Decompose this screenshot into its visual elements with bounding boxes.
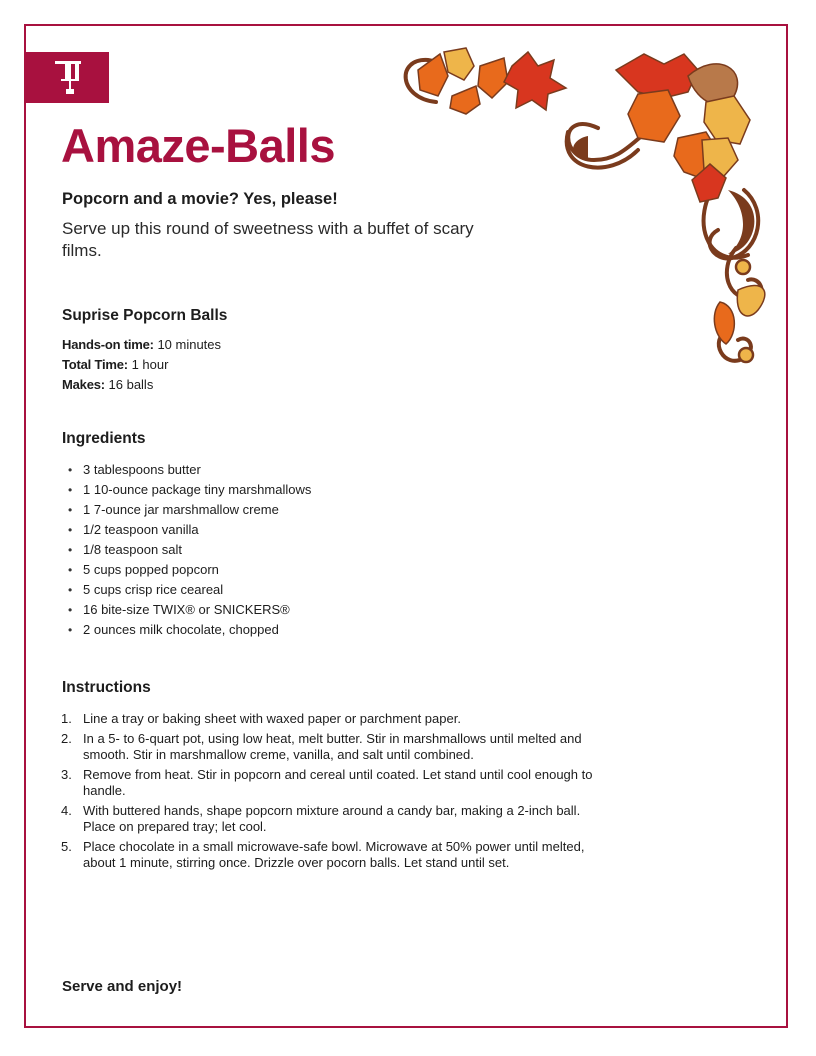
- meta-makes: [62, 375, 221, 395]
- meta-hands-on-time: [62, 335, 221, 355]
- meta-value: 10 minutes: [157, 337, 222, 352]
- list-item: • 1 10-ounce package tiny marshmallows: [83, 482, 311, 502]
- list-item: • 1 7-ounce jar marshmallow creme: [83, 502, 311, 522]
- list-item: • 3 tablespoons butter: [83, 462, 311, 482]
- list-item: • 16 bite-size TWIX® or SNICKERS®: [83, 602, 311, 622]
- recipe-name: Suprise Popcorn Balls: [62, 307, 228, 324]
- instructions-list: [61, 711, 601, 875]
- list-item: • 5 cups crisp rice ceareal: [83, 582, 311, 602]
- meta-label: Makes:: [62, 377, 105, 392]
- intro-text: Serve up this round of sweetness with a buffet of scary films.: [62, 219, 474, 260]
- step-text: Line a tray or baking sheet with waxed paper or parchment paper.: [83, 711, 461, 726]
- closing-text: Serve and enjoy!: [62, 978, 183, 995]
- recipe-meta: [62, 335, 221, 395]
- meta-total-time: [62, 355, 221, 375]
- step-number: 4.: [61, 803, 72, 818]
- page-title: Amaze-Balls: [61, 119, 335, 172]
- list-item: • 5 cups popped popcorn: [83, 562, 311, 582]
- meta-value: 1 hour: [131, 357, 169, 372]
- meta-value: 16 balls: [108, 377, 154, 392]
- step-number: 2.: [61, 731, 72, 746]
- step-text: In a 5- to 6-quart pot, using low heat, melt butter. Stir in marshmallows until melted and smooth. Stir in marshmallow creme, vanilla, and salt until combined.: [83, 731, 582, 762]
- step-text: With buttered hands, shape popcorn mixture around a candy bar, making a 2-inch ball. Place on prepared tray; let cool.: [83, 803, 581, 834]
- list-item: [61, 731, 601, 763]
- list-item: [61, 767, 601, 799]
- list-item: [61, 803, 601, 835]
- step-text: Place chocolate in a small microwave-safe bowl. Microwave at 50% power until melted, about 1 minute, stirring once. Drizzle over pocorn balls. Let stand until set.: [83, 839, 585, 870]
- meta-label: Total Time:: [62, 357, 128, 372]
- autumn-leaves-decoration-icon: [388, 40, 778, 385]
- step-number: 3.: [61, 767, 72, 782]
- list-item: • 1/8 teaspoon salt: [83, 542, 311, 562]
- list-item: [61, 839, 601, 871]
- tagline: Popcorn and a movie? Yes, please!: [62, 190, 338, 208]
- list-item: • 1/2 teaspoon vanilla: [83, 522, 311, 542]
- instructions-heading: Instructions: [62, 679, 151, 696]
- step-number: 1.: [61, 711, 72, 726]
- list-item: • 2 ounces milk chocolate, chopped: [83, 622, 311, 642]
- step-number: 5.: [61, 839, 72, 854]
- trident-logo-icon: [26, 52, 109, 103]
- ingredients-list: [83, 462, 311, 642]
- step-text: Remove from heat. Stir in popcorn and cereal until coated. Let stand until cool enough to handle.: [83, 767, 593, 798]
- meta-label: Hands-on time:: [62, 337, 154, 352]
- ingredients-heading: Ingredients: [62, 430, 146, 447]
- list-item: [61, 711, 601, 727]
